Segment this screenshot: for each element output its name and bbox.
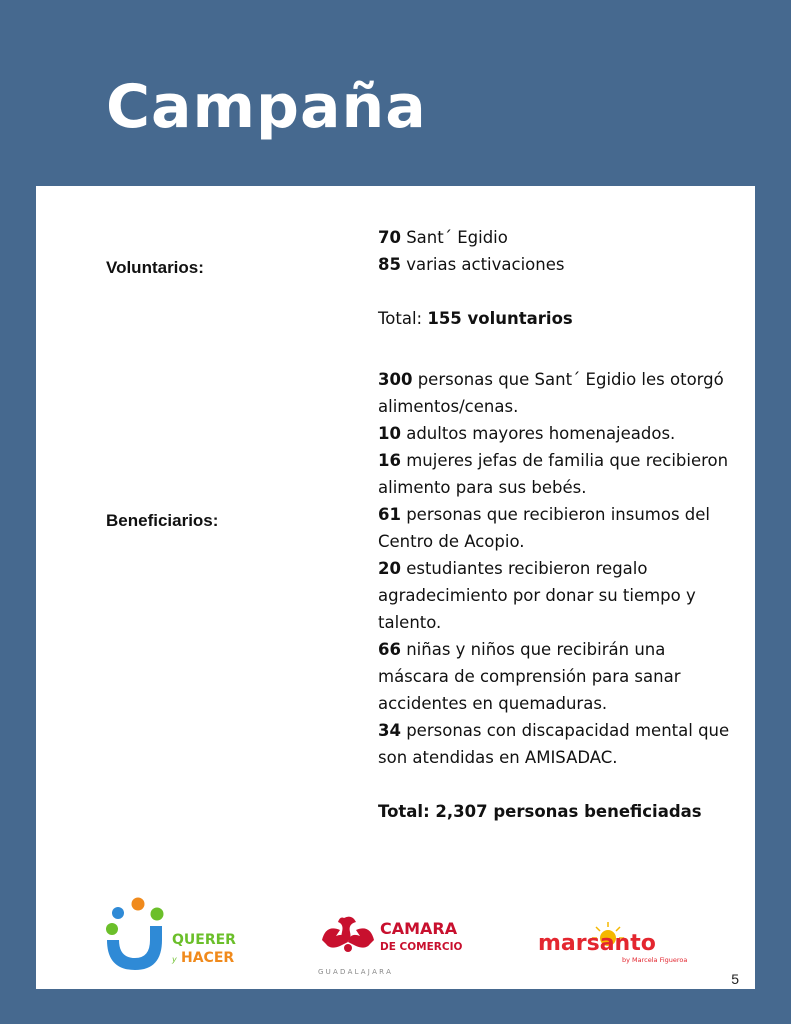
querer-hacer-logo xyxy=(104,896,254,976)
svg-text:by Marcela Figueroa: by Marcela Figueroa xyxy=(622,956,688,964)
beneficiarios-list xyxy=(378,366,738,825)
marsanto-logo xyxy=(536,920,701,970)
beneficiarios-label: Beneficiarios: xyxy=(106,511,219,530)
beneficiarios-item: 66 niñas y niños que recibirán una máscara de comprensión para sanar accidentes en quemaduras. xyxy=(378,640,681,713)
beneficiarios-item: 20 estudiantes recibieron regalo agradecimiento por donar su tiempo y talento. xyxy=(378,559,696,632)
camara-comercio-logo xyxy=(318,910,478,980)
svg-text:G U A D A L A J A R A: G U A D A L A J A R A xyxy=(318,968,391,976)
beneficiarios-item: 300 personas que Sant´ Egidio les otorgó alimentos/cenas. xyxy=(378,370,724,416)
voluntarios-total: Total: 155 voluntarios xyxy=(378,309,573,328)
beneficiarios-item: 16 mujeres jefas de familia que recibieron alimento para sus bebés. xyxy=(378,451,729,497)
beneficiarios-item: 61 personas que recibieron insumos del Centro de Acopio. xyxy=(378,505,711,551)
svg-text:HACER: HACER xyxy=(181,950,235,966)
content-card xyxy=(36,186,755,989)
svg-text:marsanto: marsanto xyxy=(538,931,656,956)
svg-text:y: y xyxy=(172,955,177,964)
voluntarios-list xyxy=(378,224,738,332)
svg-text:QUERER: QUERER xyxy=(172,932,236,948)
svg-text:DE COMERCIO: DE COMERCIO xyxy=(380,941,463,953)
voluntarios-label: Voluntarios: xyxy=(106,258,204,277)
svg-text:CAMARA: CAMARA xyxy=(380,919,458,938)
beneficiarios-item: 10 adultos mayores homenajeados. xyxy=(378,424,676,443)
voluntarios-item: 70 Sant´ Egidio xyxy=(378,228,508,247)
page-number: 5 xyxy=(731,971,739,987)
page-title: Campaña xyxy=(106,72,427,142)
voluntarios-item: 85 varias activaciones xyxy=(378,255,565,274)
sponsor-logos xyxy=(36,896,755,986)
beneficiarios-item: 34 personas con discapacidad mental que son atendidas en AMISADAC. xyxy=(378,721,730,767)
beneficiarios-total: Total: 2,307 personas beneficiadas xyxy=(378,802,702,821)
